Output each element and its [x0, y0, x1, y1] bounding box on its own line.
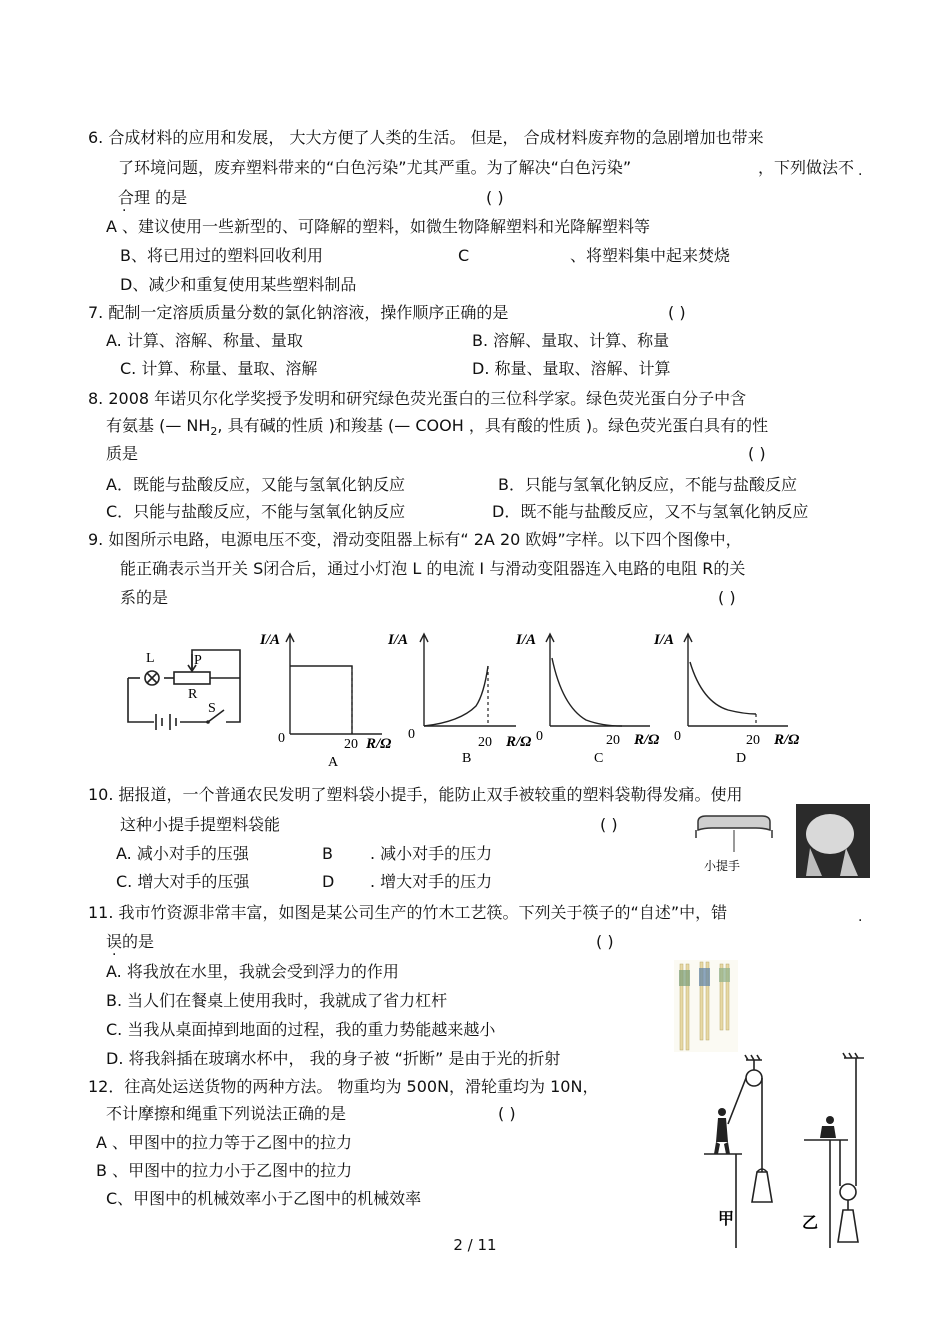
graph-d [653, 632, 799, 766]
circuit-label-p: P [194, 653, 202, 668]
q6-line1: 6. 合成材料的应用和发展， 大大方便了人类的生活。 但是， 合成材料废弃物的急剧增加也带来 [88, 128, 764, 147]
svg-text:I/A: I/A [260, 632, 281, 648]
q6-option-a: A 、建议使用一些新型的、可降解的塑料，如微生物降解塑料和光降解塑料等 [106, 217, 651, 236]
q10-line1: 10. 据报道，一个普通农民发明了塑料袋小提手，能防止双手被较重的塑料袋勒得发痛。使用 [88, 785, 743, 804]
svg-text:R/Ω: R/Ω [506, 734, 532, 750]
q9-line2: 能正确表示当开关 S闭合后，通过小灯泡 L 的电流 I 与滑动变阻器连入电路的电阻 R的关 [120, 559, 746, 578]
emphasis-dot: · [858, 913, 863, 929]
q10-option-c: C. 增大对手的压强 [116, 872, 250, 891]
q9-line1: 9. 如图所示电路，电源电压不变，滑动变阻器上标有“ 2A 20 欧姆”字样。以下四个图像中， [88, 530, 742, 549]
svg-text:I/A: I/A [388, 632, 409, 648]
q10-option-b-letter: B [322, 844, 333, 863]
q12-option-c: C、甲图中的机械效率小于乙图中的机械效率 [106, 1189, 422, 1208]
q6-option-d: D、减少和重复使用某些塑料制品 [120, 275, 357, 294]
q6-option-c: 、将塑料集中起来焚烧 [570, 246, 731, 265]
weight-icon-jia [752, 1169, 772, 1202]
q7-option-d: D. 称量、量取、溶解、计算 [472, 359, 671, 378]
svg-text:I/A: I/A [654, 632, 675, 648]
svg-text:0: 0 [536, 729, 543, 744]
q11-option-a: A. 将我放在水里，我就会受到浮力的作用 [106, 962, 399, 981]
bag-handle-picture [690, 808, 790, 878]
q7-stem: 7. 配制一定溶质质量分数的氯化钠溶液，操作顺序正确的是 [88, 303, 509, 322]
q8-bracket: ( ) [748, 444, 766, 463]
svg-text:0: 0 [278, 731, 285, 746]
circuit-label-l: L [146, 651, 155, 666]
svg-text:R/Ω: R/Ω [634, 732, 660, 748]
emphasis-dot: · [122, 203, 127, 219]
svg-text:A: A [328, 755, 339, 770]
q8-option-d: D．既不能与盐酸反应，又不与氢氧化钠反应 [492, 502, 809, 521]
handle-label: 小提手 [704, 859, 741, 873]
q8-line2: 有氨基 (— $NH_2$, 具有碱的性质 )和羧基 (— COOH ，具有酸的性质 )。绿色荧光蛋白具有的性 [106, 416, 769, 439]
graph-c [515, 632, 659, 766]
svg-text:R/Ω: R/Ω [774, 732, 800, 748]
graph-a [259, 632, 391, 770]
q6-line2: 了环境问题，废弃塑料带来的“白色污染”尤其严重。为了解决“白色污染” [118, 158, 632, 177]
svg-text:R/Ω: R/Ω [366, 736, 392, 752]
circuit-label-s: S [208, 701, 216, 716]
label-yi: 乙 [802, 1215, 819, 1232]
q6-line2-end: ，下列做法不 [758, 158, 855, 177]
q11-option-d: D. 将我斜插在玻璃水杯中， 我的身子被 “折断” 是由于光的折射 [106, 1049, 561, 1068]
q6-option-b: B、将已用过的塑料回收利用 [120, 246, 323, 265]
q12-line2: 不计摩擦和绳重下列说法正确的是 [106, 1104, 347, 1123]
q10-bracket: ( ) [600, 815, 618, 834]
q7-bracket: ( ) [668, 303, 686, 322]
q8-option-b: B．只能与氢氧化钠反应，不能与盐酸反应 [498, 475, 797, 494]
svg-text:20: 20 [344, 737, 358, 752]
q6-bracket: ( ) [486, 188, 504, 207]
svg-text:20: 20 [606, 733, 620, 748]
pulley-figures [700, 1052, 880, 1252]
q11-bracket: ( ) [596, 932, 614, 951]
q8-line1: 8. 2008 年诺贝尔化学奖授予发明和研究绿色荧光蛋白的三位科学家。绿色荧光蛋白分子中含 [88, 389, 747, 408]
svg-text:I/A: I/A [516, 632, 537, 648]
q11-line1: 11. 我市竹资源非常丰富，如图是某公司生产的竹木工艺筷。下列关于筷子的“自述”中，错 [88, 903, 728, 922]
q6-line3: 合理 的是 [118, 188, 188, 207]
svg-text:0: 0 [674, 729, 681, 744]
q9-line3: 系的是 [120, 588, 169, 607]
q10-option-d-letter: D [322, 872, 335, 891]
q11-option-c: C. 当我从桌面掉到地面的过程，我的重力势能越来越小 [106, 1020, 496, 1039]
svg-text:20: 20 [478, 735, 492, 750]
svg-text:D: D [736, 751, 747, 766]
hand-photo [796, 804, 870, 878]
svg-text:20: 20 [746, 733, 760, 748]
q7-option-a: A. 计算、溶解、称量、量取 [106, 331, 303, 350]
q8-option-a: A．既能与盐酸反应，又能与氢氧化钠反应 [106, 475, 405, 494]
circuit-label-r: R [188, 687, 198, 702]
svg-text:C: C [594, 751, 604, 766]
page-number: 2 / 11 [453, 1236, 497, 1254]
q10-option-b: . 减小对手的压力 [370, 844, 493, 863]
graph-b [387, 632, 531, 766]
resistor-icon [174, 672, 210, 684]
q8-line3: 质是 [106, 444, 139, 463]
q9-bracket: ( ) [718, 588, 736, 607]
label-jia: 甲 [718, 1211, 735, 1228]
lamp-icon [145, 671, 159, 685]
emphasis-dot: · [858, 167, 863, 183]
q12-bracket: ( ) [498, 1104, 516, 1123]
worker-icon-jia [714, 1108, 730, 1154]
q11-option-b: B. 当人们在餐桌上使用我时，我就成了省力杠杆 [106, 991, 448, 1010]
svg-text:B: B [462, 751, 472, 766]
q10-line2: 这种小提手提塑料袋能 [120, 815, 281, 834]
q7-option-b: B. 溶解、量取、计算、称量 [472, 331, 670, 350]
q8-option-c: C．只能与盐酸反应，不能与氢氧化钠反应 [106, 502, 406, 521]
chopsticks-picture [674, 960, 738, 1052]
q11-line2: 误的是 [106, 932, 155, 951]
q12-option-b: B 、甲图中的拉力小于乙图中的拉力 [96, 1161, 353, 1180]
q12-option-a: A 、甲图中的拉力等于乙图中的拉力 [96, 1133, 353, 1152]
q10-option-a: A. 减小对手的压强 [116, 844, 249, 863]
emphasis-dot: · [112, 947, 117, 963]
svg-text:0: 0 [408, 727, 415, 742]
worker-icon-yi [820, 1116, 836, 1138]
q12-line1: 12．往高处运送货物的两种方法。 物重均为 500N，滑轮重均为 10N， [88, 1077, 599, 1096]
q9-figures [118, 622, 818, 772]
q6-option-c-letter: C [458, 246, 470, 265]
q10-option-d: . 增大对手的压力 [370, 872, 493, 891]
q7-option-c: C. 计算、称量、量取、溶解 [120, 359, 318, 378]
battery-icon [156, 714, 176, 730]
